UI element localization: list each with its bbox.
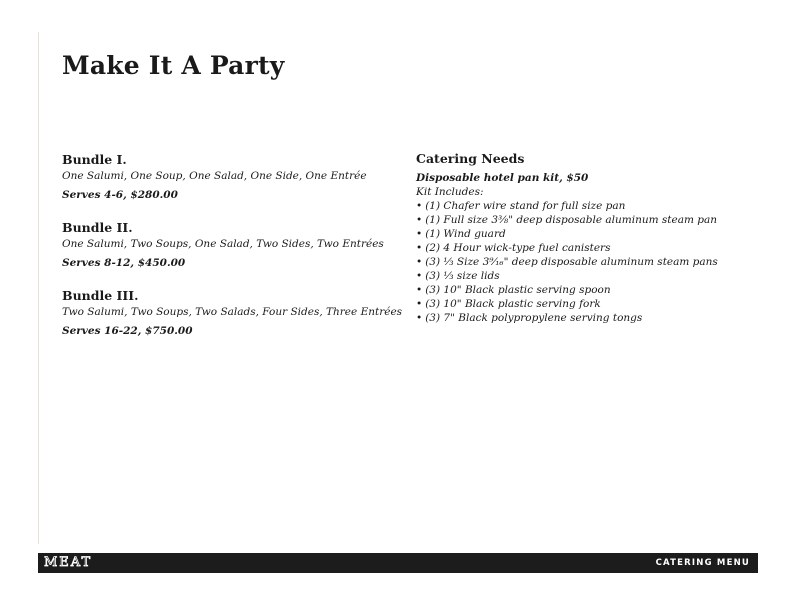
bullet-icon: • — [416, 242, 423, 254]
bundle-price: Serves 16-22, $750.00 — [62, 325, 193, 337]
catering-needs-title: Catering Needs — [416, 151, 525, 166]
kit-includes-label: Kit Includes: — [416, 186, 484, 198]
bundle-name: Bundle III. — [62, 288, 139, 303]
bundle-price: Serves 4-6, $280.00 — [62, 189, 178, 201]
bundle-items: Two Salumi, Two Soups, Two Salads, Four Sides, Three Entrées — [62, 306, 403, 318]
list-item — [416, 227, 756, 241]
list-item — [416, 199, 756, 213]
kit-item-text: (3) ⅓ size lids — [425, 270, 500, 282]
list-item — [416, 269, 756, 283]
meat-logo: MEAT — [44, 555, 93, 570]
bundles-column — [62, 152, 402, 356]
bullet-icon: • — [416, 200, 423, 212]
kit-item-text: (3) 10" Black plastic serving fork — [425, 298, 601, 310]
bundle-items: One Salumi, One Soup, One Salad, One Side, One Entrée — [62, 170, 367, 182]
list-item — [416, 213, 756, 227]
kit-item-text: (2) 4 Hour wick-type fuel canisters — [425, 242, 611, 254]
bullet-icon: • — [416, 312, 423, 324]
list-item — [416, 311, 756, 325]
list-item — [416, 255, 756, 269]
bundle-price: Serves 8-12, $450.00 — [62, 257, 186, 269]
kit-item-text: (3) 10" Black plastic serving spoon — [425, 284, 611, 296]
bullet-icon: • — [416, 284, 423, 296]
bundle-name: Bundle I. — [62, 152, 127, 167]
kit-item-text: (1) Chafer wire stand for full size pan — [425, 200, 626, 212]
bullet-icon: • — [416, 228, 423, 240]
bullet-icon: • — [416, 298, 423, 310]
bullet-icon: • — [416, 214, 423, 226]
pan-kit-price: Disposable hotel pan kit, $50 — [416, 172, 589, 184]
bundle-name: Bundle II. — [62, 220, 133, 235]
list-item — [416, 283, 756, 297]
bundle-items: One Salumi, Two Soups, One Salad, Two Sides, Two Entrées — [62, 238, 384, 250]
bundle-2 — [62, 220, 402, 288]
list-item — [416, 297, 756, 311]
footer-bar — [38, 553, 758, 573]
catering-needs-column — [416, 151, 756, 325]
bullet-icon: • — [416, 256, 423, 268]
bullet-icon: • — [416, 270, 423, 282]
list-item — [416, 241, 756, 255]
left-margin-rule — [38, 32, 39, 544]
kit-items-list — [416, 199, 756, 325]
kit-item-text: (3) ⅓ Size 3⁹⁄₁₆" deep disposable aluminum steam pans — [425, 256, 718, 268]
bundle-3 — [62, 288, 402, 356]
bundle-1 — [62, 152, 402, 220]
kit-item-text: (1) Wind guard — [425, 228, 506, 240]
kit-item-text: (1) Full size 3⅜" deep disposable aluminum steam pan — [425, 214, 718, 226]
page-title: Make It A Party — [62, 51, 285, 80]
catering-menu-label: CATERING MENU — [655, 558, 750, 568]
kit-item-text: (3) 7" Black polypropylene serving tongs — [425, 312, 643, 324]
